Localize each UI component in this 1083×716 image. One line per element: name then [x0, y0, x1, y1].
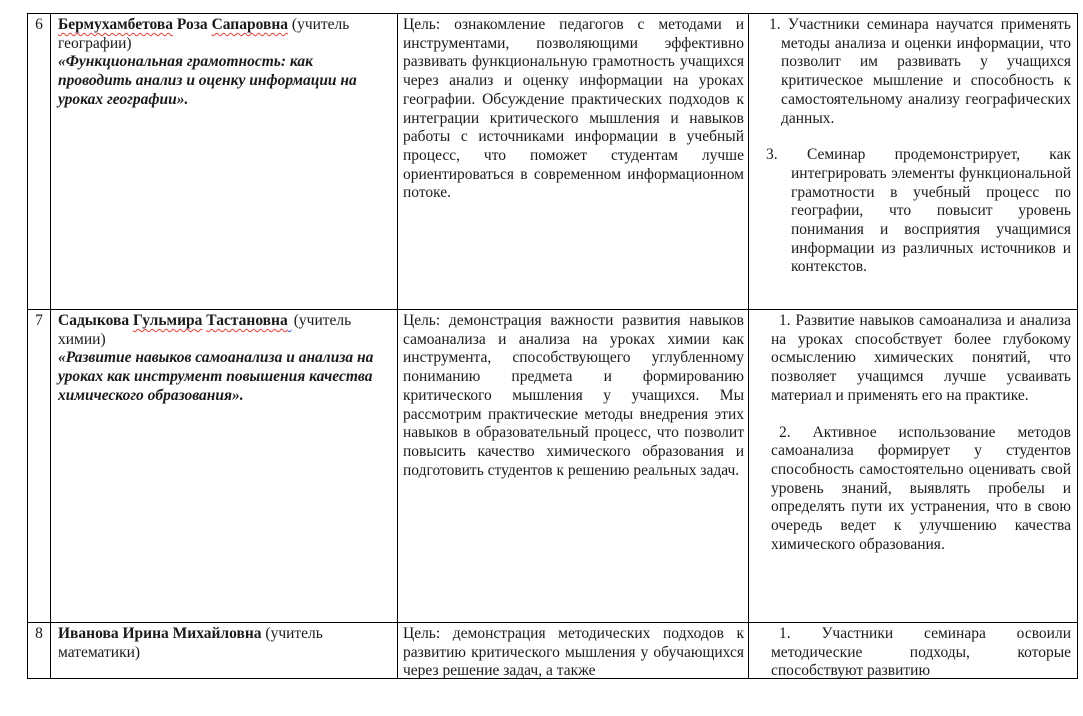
- outcomes-cell: [749, 310, 1077, 622]
- outcomes-cell: [749, 623, 1077, 678]
- row-number-cell: [28, 310, 51, 622]
- teacher-cell: [51, 310, 398, 622]
- outcome-text: Развитие навыков самоанализа и анализа на уроках способствует более глубокому осмыслению химических понятий, что позволяет учащимся лучше усваивать материал и применять его на практике.: [771, 312, 1071, 404]
- outcome-text: Активное использование методов самоанализа формирует у студентов способность самостоятельно оценивать свой уровень знаний, выявлять пробелы и определять пути их устранения, что в свою очередь ведет к улучшению качества химического образования.: [771, 423, 1071, 553]
- table-row: [28, 310, 1077, 623]
- teacher-name: [58, 625, 389, 662]
- goal-text: Цель: демонстрация важности развития навыков самоанализа и анализа на уроках химии как инструмента, способствующего углубленному пониманию предмета и формированию критического мышления у учащихся. Мы рассмотрим практические методы внедрения этих навыков в образовательный процесс, что позволит повысить качество химического образования и подготовить студентов к решению реальных задач.: [403, 312, 744, 479]
- outcome-item: [749, 312, 1071, 406]
- table-row: [28, 623, 1077, 678]
- misspelled-word: Гульмира: [132, 312, 203, 329]
- seminar-table: [27, 13, 1078, 679]
- row-number-cell: [28, 623, 51, 678]
- outcome-number: 1.: [779, 312, 791, 329]
- outcome-item: [749, 146, 1071, 277]
- teacher-name-part: Иванова Ирина Михайловна: [58, 625, 262, 642]
- row-number-cell: [28, 14, 51, 309]
- teacher-cell: [51, 14, 398, 309]
- outcome-item: [749, 625, 1071, 678]
- teacher-name-part: Роза: [173, 16, 212, 33]
- teacher-role: (учитель химии): [58, 312, 352, 348]
- table-row: [28, 14, 1077, 310]
- row-number: 8: [35, 625, 43, 642]
- goal-text: Цель: демонстрация методических подходов к развитию критического мышления у обучающихся через решение задач, а также: [403, 625, 744, 678]
- outcome-text: Участники семинара освоили методические подходы, которые способствуют развитию: [771, 625, 1071, 678]
- row-number: 7: [35, 312, 43, 329]
- teacher-name: [58, 312, 389, 349]
- teacher-role: (учитель математики): [58, 625, 323, 661]
- outcome-item: [749, 16, 1071, 128]
- misspelled-word: Бермухамбетова: [58, 16, 173, 33]
- outcome-number: 2.: [779, 423, 791, 441]
- outcome-text: Участники семинара научатся применять методы анализа и оценки информации, что позволит им развивать у учащихся критическое мышление и способность к самостоятельному анализу географических данных.: [781, 16, 1071, 127]
- outcome-text: Семинар продемонстрирует, как интегрировать элементы функциональной грамотности в учебный процесс по географии, что повысит уровень понимания и восприятия учащимися информации из различных источников и контекстов.: [791, 146, 1072, 276]
- misspelled-word: Сапаровна: [211, 16, 289, 33]
- seminar-topic: «Развитие навыков самоанализа и анализа на уроках как инструмент повышения качества химического образования».: [58, 349, 374, 404]
- goal-cell: [398, 14, 749, 309]
- outcome-number: 1.: [769, 16, 781, 33]
- outcome-number: 3.: [766, 146, 778, 164]
- goal-cell: [398, 310, 749, 622]
- outcome-number: 1.: [779, 625, 791, 642]
- teacher-role: (учитель географии): [58, 16, 350, 52]
- row-number: 6: [35, 16, 43, 33]
- teacher-cell: [51, 623, 398, 678]
- misspelled-word: Тастановна: [206, 312, 288, 329]
- teacher-name-part: Садыкова: [58, 312, 133, 329]
- seminar-topic: «Функциональная грамотность: как проводить анализ и оценку информации на уроках географии».: [58, 53, 357, 108]
- outcomes-cell: [749, 14, 1077, 309]
- goal-cell: [398, 623, 749, 678]
- teacher-name: [58, 16, 389, 53]
- outcome-item: [749, 424, 1071, 555]
- goal-text: Цель: ознакомление педагогов с методами и инструментами, позволяющими эффективно развивать функциональную грамотность учащихся через анализ и оценку информации на уроках географии. Обсуждение практических подходов к интеграции критического мышления и навыков работы с источниками информации в учебный процесс, что поможет студентам лучше ориентироваться в современном информационном потоке.: [403, 16, 744, 202]
